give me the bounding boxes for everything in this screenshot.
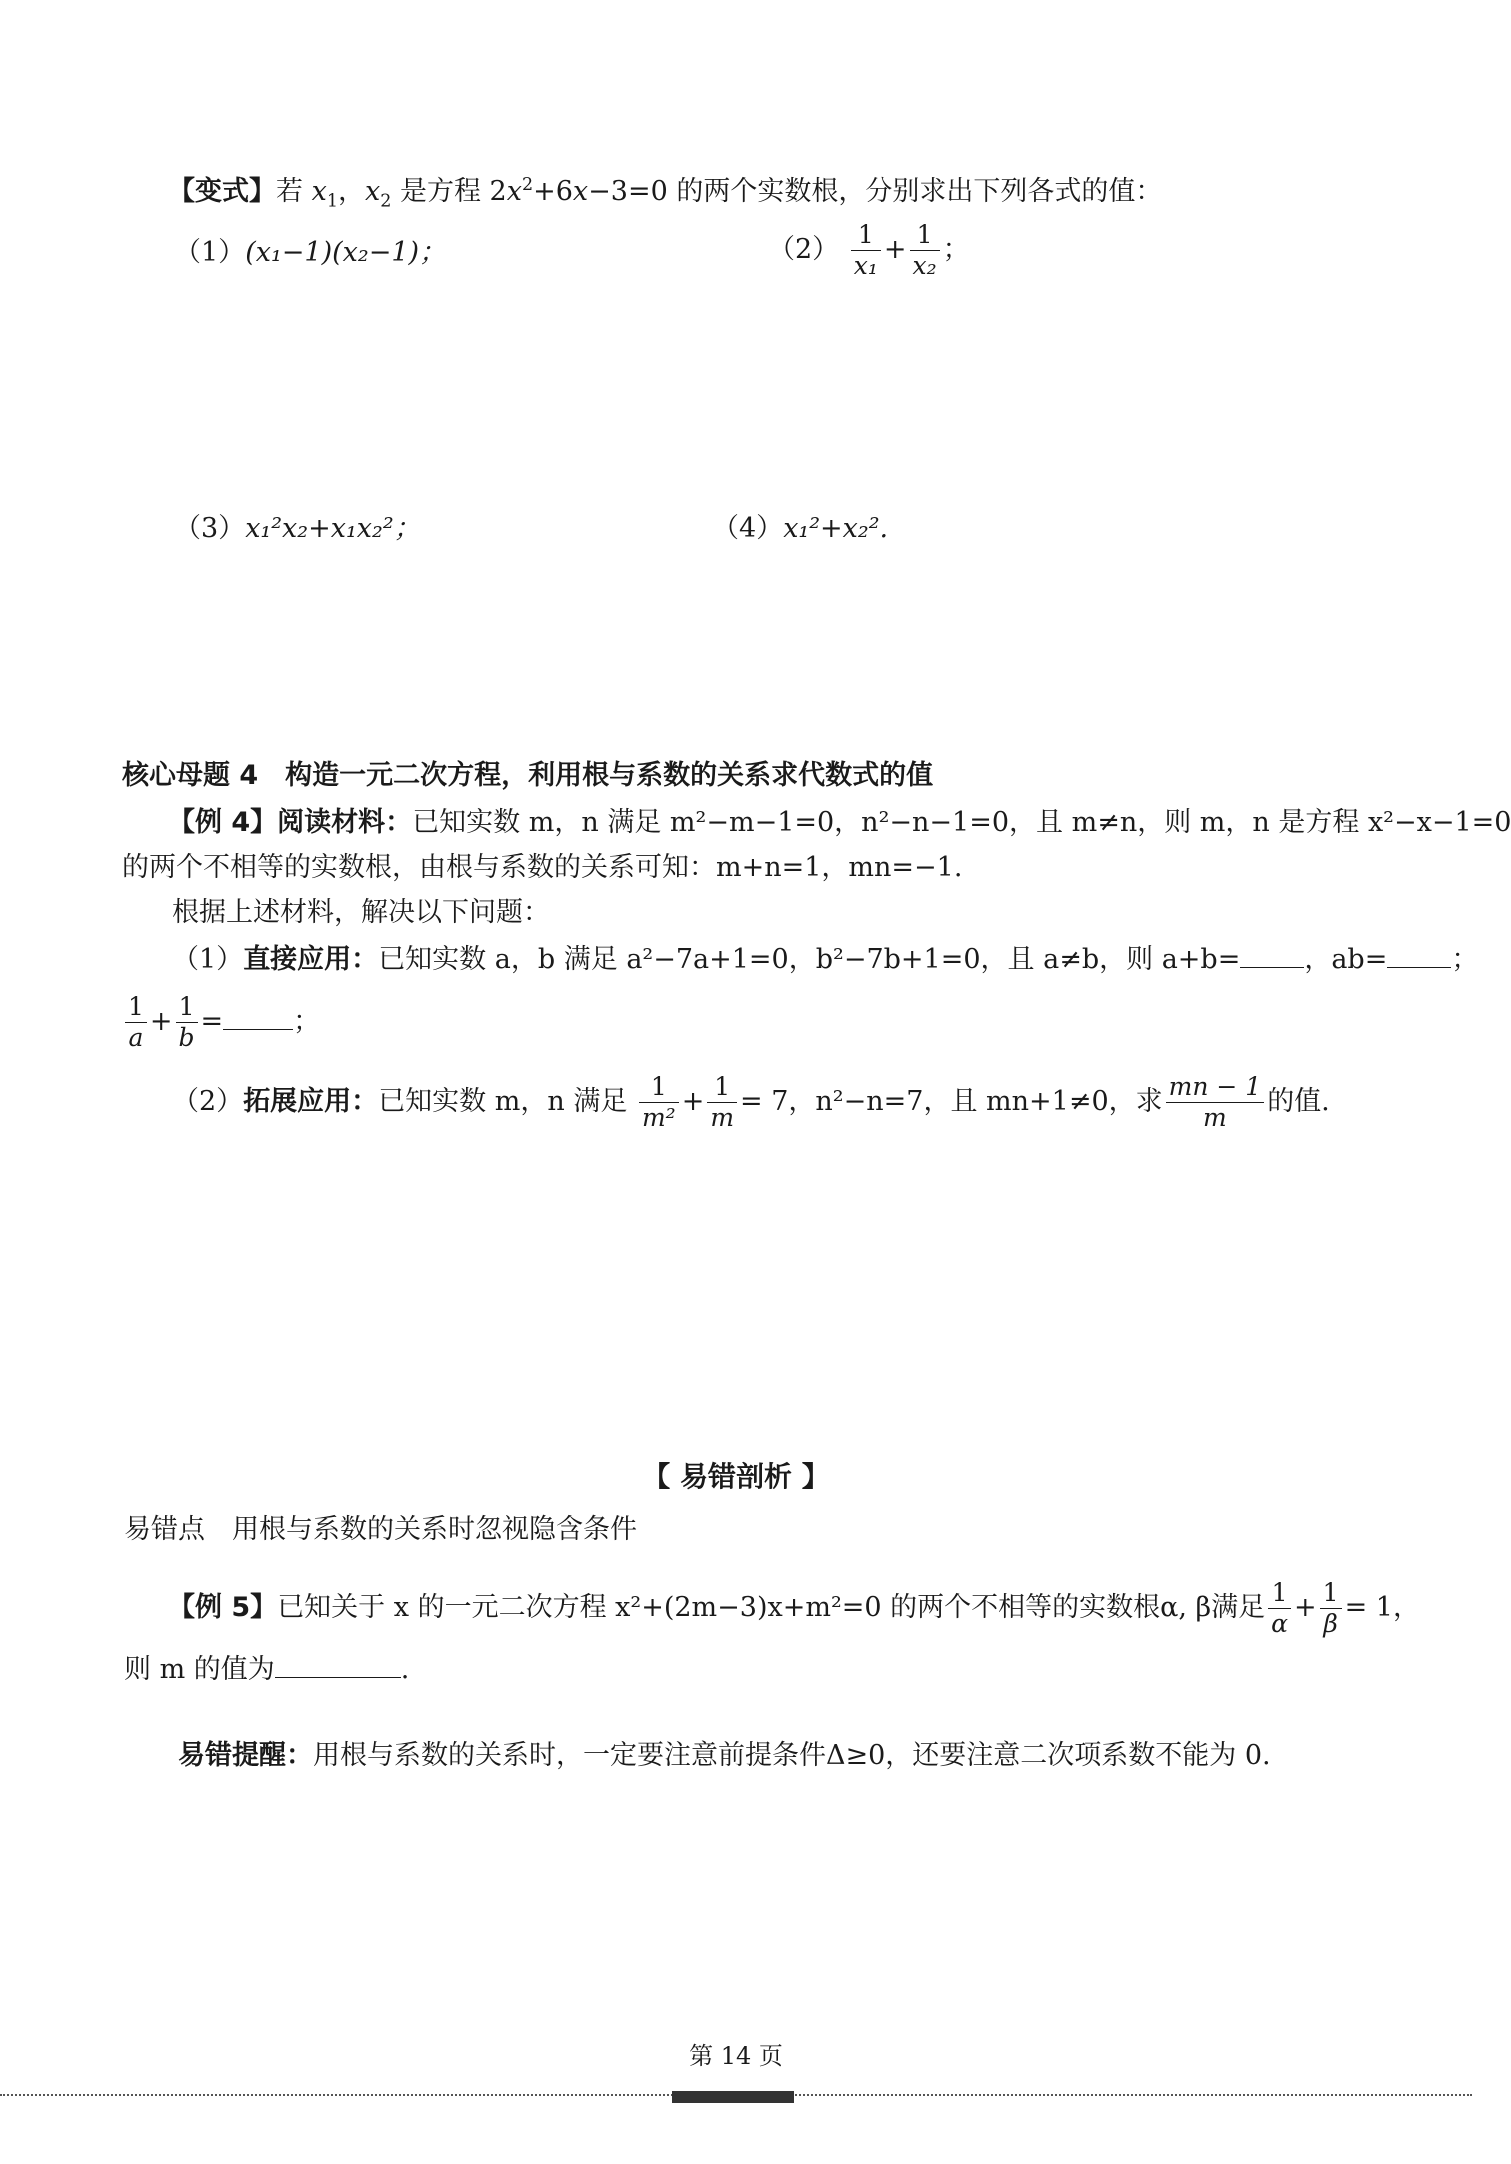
fraction: $\frac{1}{a}$ [125,992,147,1053]
variant-intro: 【变式】若 $x_1$，$x_2$ 是方程 $2x^2+6x-3=0$ 的两个实数根，分别求出下列各式的值： [168,175,1163,212]
example4-line2: 的两个不相等的实数根，由根与系数的关系可知：m+n=1，mn=−1. [122,852,963,883]
example5-line2: 则 m 的值为 . [124,1650,409,1690]
answer-blank[interactable] [1387,941,1451,968]
page-number: 第 14 页 [689,2042,783,2070]
example4-line1: 【例 4】阅读材料：已知实数 m，n 满足 m²−m−1=0，n²−n−1=0，且 m≠n，则 m，n 是方程 x²−x−1=0 [168,807,1511,838]
fraction: $\frac{1}{m}$ [707,1072,737,1133]
variant-q2: （2） $\frac{1}{\text{x₁}}$ + $\frac{1}{\text{x₂}}$ ； [768,220,970,280]
answer-blank[interactable] [223,1003,293,1030]
error-point: 易错点 用根与系数的关系时忽视隐含条件 [124,1514,637,1545]
variant-q4: （4）x₁²+x₂². [712,513,889,544]
example5-tag: 【例 5】 [168,1592,278,1623]
example5-line1: 【例 5】已知关于 x 的一元二次方程 x²+(2m−3)x+m²=0 的两个不相等的实数根α, β满足 $\frac{1}{\alpha}$ + $\frac{1}{\beta}$ = 1， [168,1578,1420,1638]
section-title: 【 易错剖析 】 [642,1460,830,1493]
variant-tag: 【变式】 [168,176,276,207]
example4-tag: 【例 4】阅读材料： [168,807,413,838]
example4-part1-fraction: $\frac{1}{a}$ + $\frac{1}{b}$ = ； [122,992,320,1053]
example4-part1: （1）直接应用：已知实数 a，b 满足 a²−7a+1=0，b²−7b+1=0，且 a≠b，则 a+b= ，ab= ； [172,940,1478,980]
variant-q1: （1）(x₁−1)(x₂−1)； [174,237,447,268]
fraction: $\frac{1}{\text{m²}}$ [639,1072,679,1133]
example4-part2: （2）拓展应用：已知实数 m，n 满足 $\frac{1}{\text{m²}}$ + $\frac{1}{m}$ = 7，n²−n=7，且 mn+1≠0，求 $\frac{mn - 1}{m}$ 的值. [172,1072,1330,1132]
fraction: $\frac{mn - 1}{m}$ [1166,1072,1265,1133]
footer-bar [672,2091,794,2103]
error-reminder: 易错提醒：用根与系数的关系时，一定要注意前提条件Δ≥0，还要注意二次项系数不能为 0. [178,1740,1271,1771]
section-heading: 核心母题 4 构造一元二次方程，利用根与系数的关系求代数式的值 [122,760,934,791]
answer-blank[interactable] [275,1651,401,1678]
fraction: $\frac{1}{\text{x₂}}$ [910,220,940,281]
fraction: $\frac{1}{b}$ [176,992,198,1053]
variant-q3: （3）x₁²x₂+x₁x₂²； [174,513,421,544]
example4-line3: 根据上述材料，解决以下问题： [172,897,550,928]
fraction: $\frac{1}{\beta}$ [1320,1578,1342,1639]
answer-blank[interactable] [1240,941,1304,968]
fraction: $\frac{1}{\alpha}$ [1268,1578,1291,1639]
fraction: $\frac{1}{\text{x₁}}$ [851,220,881,281]
